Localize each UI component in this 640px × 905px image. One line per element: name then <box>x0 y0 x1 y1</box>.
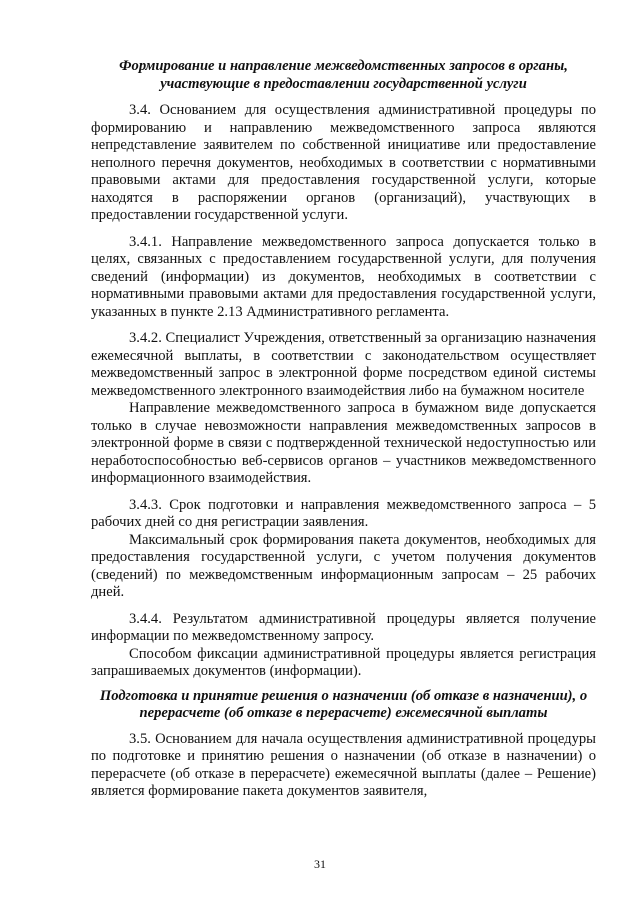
paragraph-3-4: 3.4. Основанием для осуществления административной процедуры по формированию и направлению межведомственного запроса являются непредставление заявителем по собственной инициативе или предоставление неполного перечня документов, необходимых в соответствии с нормативными правовыми актами для предоставления государственной услуги, которые находятся в распоряжении органов (организаций), участвующих в предоставлении государственной услуги. <box>91 102 596 223</box>
paragraph-3-4-1: 3.4.1. Направление межведомственного запроса допускается только в целях, связанных с предоставлением государственной услуги, для получения сведений (информации) из документов, необходимых в соответствии с нормативными правовыми актами для предоставления государственной услуги, указанных в пункте 2.13 Административного регламента. <box>91 233 596 320</box>
paragraph-fixation: Способом фиксации административной процедуры является регистрация запрашиваемых документов (информации). <box>91 645 596 679</box>
section-heading: Формирование и направление межведомственных запросов в органы, участвующие в предоставлении государственной услуги <box>119 58 568 92</box>
paragraph-max-term: Максимальный срок формирования пакета документов, необходимых для предоставления государственной услуги, с учетом получения документов (сведений) по межведомственным информационным запросам – 25 рабочих дней. <box>91 531 596 600</box>
section-heading: Подготовка и принятие решения о назначении (об отказе в назначении), о перерасчете (об отказе в перерасчете) ежемесячной выплаты <box>99 687 588 721</box>
paragraph-paper-request: Направление межведомственного запроса в бумажном виде допускается только в случае невозможности направления межведомственных запросов в электронной форме в связи с подтвержденной технической недоступностью или неработоспособностью веб-сервисов органов – участников межведомственного информационного взаимодействия. <box>91 400 596 486</box>
page-number: 31 <box>314 857 326 871</box>
paragraph-3-4-3: 3.4.3. Срок подготовки и направления межведомственного запроса – 5 рабочих дней со дня регистрации заявления. <box>91 496 596 530</box>
paragraph-3-5: 3.5. Основанием для начала осуществления административной процедуры по подготовке и принятию решения о назначении (об отказе в назначении) о перерасчете (об отказе в перерасчете) ежемесячной выплаты (далее – Решение) является формирование пакета документов заявителя, <box>91 730 596 799</box>
paragraph-3-4-2: 3.4.2. Специалист Учреждения, ответственный за организацию назначения ежемесячной выплаты, в соответствии с законодательством осуществляет межведомственный запрос в электронной форме посредством единой системы межведомственного электронного взаимодействия либо на бумажном носителе <box>91 330 596 399</box>
paragraph-3-4-4: 3.4.4. Результатом административной процедуры является получение информации по межведомственному запросу. <box>91 610 596 644</box>
